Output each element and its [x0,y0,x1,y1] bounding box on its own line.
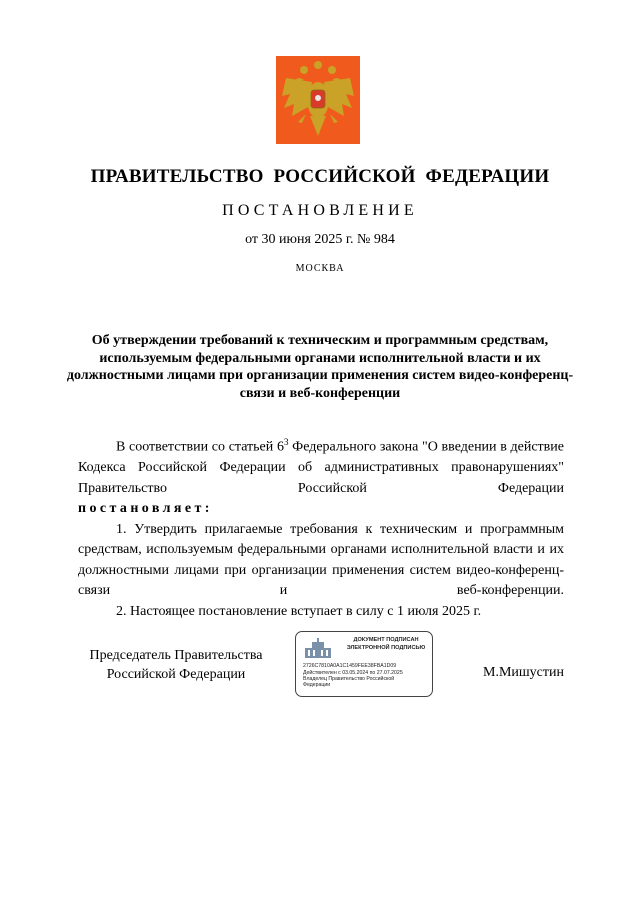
document-type: ПОСТАНОВЛЕНИЕ [222,202,418,219]
preamble-paragraph [78,432,564,499]
electronic-signature-stamp [295,631,433,697]
stamp-validity: Действителен с 03.05.2024 по 27.07.2025 [303,670,403,676]
preamble-start: В соответствии со статьей 6 [116,439,284,455]
document-city: МОСКВА [295,263,345,274]
stamp-title-line-1: ДОКУМЕНТ ПОДПИСАН [353,637,419,643]
item-1-paragraph: 1. Утвердить прилагаемые требования к техническим и программным средствам, используемым федеральными органами исполнительной власти и их должностными лицами при организации применения систем видео-конференц-связи и веб-конференции. [78,521,564,599]
document-body [78,432,564,622]
stamp-title-line-2: ЭЛЕКТРОННОЙ ПОДПИСЬЮ [346,644,426,651]
stamp-owner-line-2: Федерации [303,682,331,688]
position-line-1: Председатель Правительства [89,648,263,663]
building-icon [303,638,333,660]
item-2-paragraph: 2. Настоящее постановление вступает в силу с 1 июля 2025 г. [116,603,482,619]
stamp-title [340,637,432,652]
signatory-position [78,646,274,684]
document-subject: Об утверждении требований к техническим и программным средствам, используемым федеральными органами исполнительной власти и их должностными лицами при организации применения систем видео-конференц-связи и веб-конференции [66,333,574,401]
coat-of-arms-icon [276,56,360,144]
signatory-name: М.Мишустин [483,665,564,680]
preamble-rest: Федерального закона "О введении в действие Кодекса Российской Федерации об административных правонарушениях" Правительство Российской Федерации [78,439,564,496]
stamp-owner-line-1: Владелец Правительство Российской [303,676,395,682]
resolution-line [78,499,564,520]
document-date-number: от 30 июня 2025 г. № 984 [245,232,395,247]
article-superscript: 3 [283,437,289,447]
stamp-certificate: 2726C7810A0A1C1459FEE38FBA1D09 [303,663,397,669]
resolves-word: постановляет: [78,501,213,517]
position-line-2: Российской Федерации [106,667,246,682]
government-title: ПРАВИТЕЛЬСТВО РОССИЙСКОЙ ФЕДЕРАЦИИ [90,166,550,187]
